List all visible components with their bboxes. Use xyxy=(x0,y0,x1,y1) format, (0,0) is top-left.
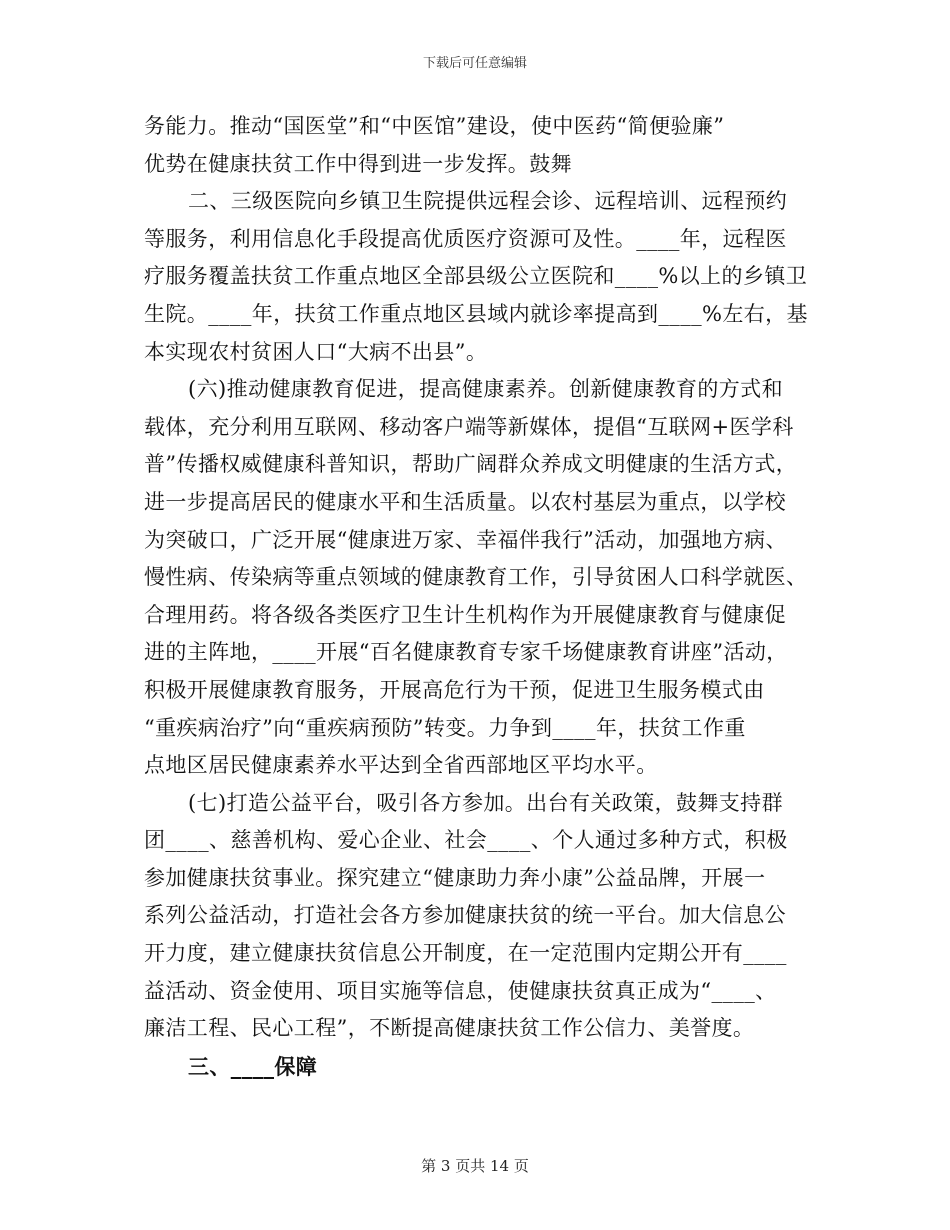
paragraph-line: 益活动、资金使用、项目实施等信息，使健康扶贫真正成为“____、 xyxy=(144,978,777,1003)
paragraph-line: 积极开展健康教育服务，开展高危行为干预，促进卫生服务模式由 xyxy=(144,677,765,702)
paragraph-line: 等服务，利用信息化手段提高优质医疗资源可及性。____年，远程医 xyxy=(144,226,787,251)
paragraph-line: (六)推动健康教育促进，提高健康素养。创新健康教育的方式和 xyxy=(188,377,783,402)
paragraph-line: 系列公益活动，打造社会各方参加健康扶贫的统一平台。加大信息公 xyxy=(144,903,786,928)
paragraph-line: 廉洁工程、民心工程”，不断提高健康扶贫工作公信力、美誉度。 xyxy=(144,1016,755,1041)
paragraph-line: “重疾病治疗”向“重疾病预防”转变。力争到____年，扶贫工作重 xyxy=(144,715,746,740)
section-heading: 三、____保障 xyxy=(188,1053,318,1079)
page-footer: 第 3 页共 14 页 xyxy=(421,1157,529,1175)
paragraph-line: 进一步提高居民的健康水平和生活质量。以农村基层为重点，以学校 xyxy=(144,489,786,514)
paragraph-line: 疗服务覆盖扶贫工作重点地区全部县级公立医院和____%以上的乡镇卫 xyxy=(144,264,808,289)
paragraph-line: 载体，充分利用互联网、移动客户端等新媒体，提倡“互联网+医学科 xyxy=(144,414,794,439)
paragraph-line: 优势在健康扶贫工作中得到进一步发挥。鼓舞 xyxy=(144,151,572,176)
paragraph-line: 参加健康扶贫事业。探究建立“健康助力奔小康”公益品牌，开展一 xyxy=(144,865,766,890)
paragraph-line: 点地区居民健康素养水平达到全省西部地区平均水平。 xyxy=(144,753,658,778)
document-body xyxy=(144,108,808,1085)
paragraph-line: (七)打造公益平台，吸引各方参加。出台有关政策，鼓舞支持群 xyxy=(188,790,783,815)
paragraph-line: 务能力。推动“国医堂”和“中医馆”建设，使中医药“简便验廉” xyxy=(144,114,725,138)
paragraph-line: 生院。____年，扶贫工作重点地区县域内就诊率提高到____%左右，基 xyxy=(144,301,808,326)
paragraph-line: 开力度，建立健康扶贫信息公开制度，在一定范围内定期公开有____ xyxy=(144,941,787,966)
paragraph-line: 为突破口，广泛开展“健康进万家、幸福伴我行”活动，加强地方病、 xyxy=(144,527,787,552)
paragraph-line: 进的主阵地，____开展“百名健康教育专家千场健康教育讲座”活动， xyxy=(144,640,788,665)
paragraph-line: 慢性病、传染病等重点领域的健康教育工作，引导贫困人口科学就医、 xyxy=(144,565,808,590)
paragraph-line: 本实现农村贫困人口“大病不出县”。 xyxy=(144,339,488,364)
paragraph-line: 普”传播权威健康科普知识，帮助广阔群众养成文明健康的生活方式， xyxy=(144,452,798,477)
page-header: 下载后可任意编辑 xyxy=(422,56,527,71)
paragraph-line: 合理用药。将各级各类医疗卫生计生机构作为开展健康教育与健康促 xyxy=(144,602,786,627)
paragraph-line: 二、三级医院向乡镇卫生院提供远程会诊、远程培训、远程预约 xyxy=(188,189,788,214)
paragraph-line: 团____、慈善机构、爱心企业、社会____、个人通过多种方式，积极 xyxy=(144,828,788,853)
